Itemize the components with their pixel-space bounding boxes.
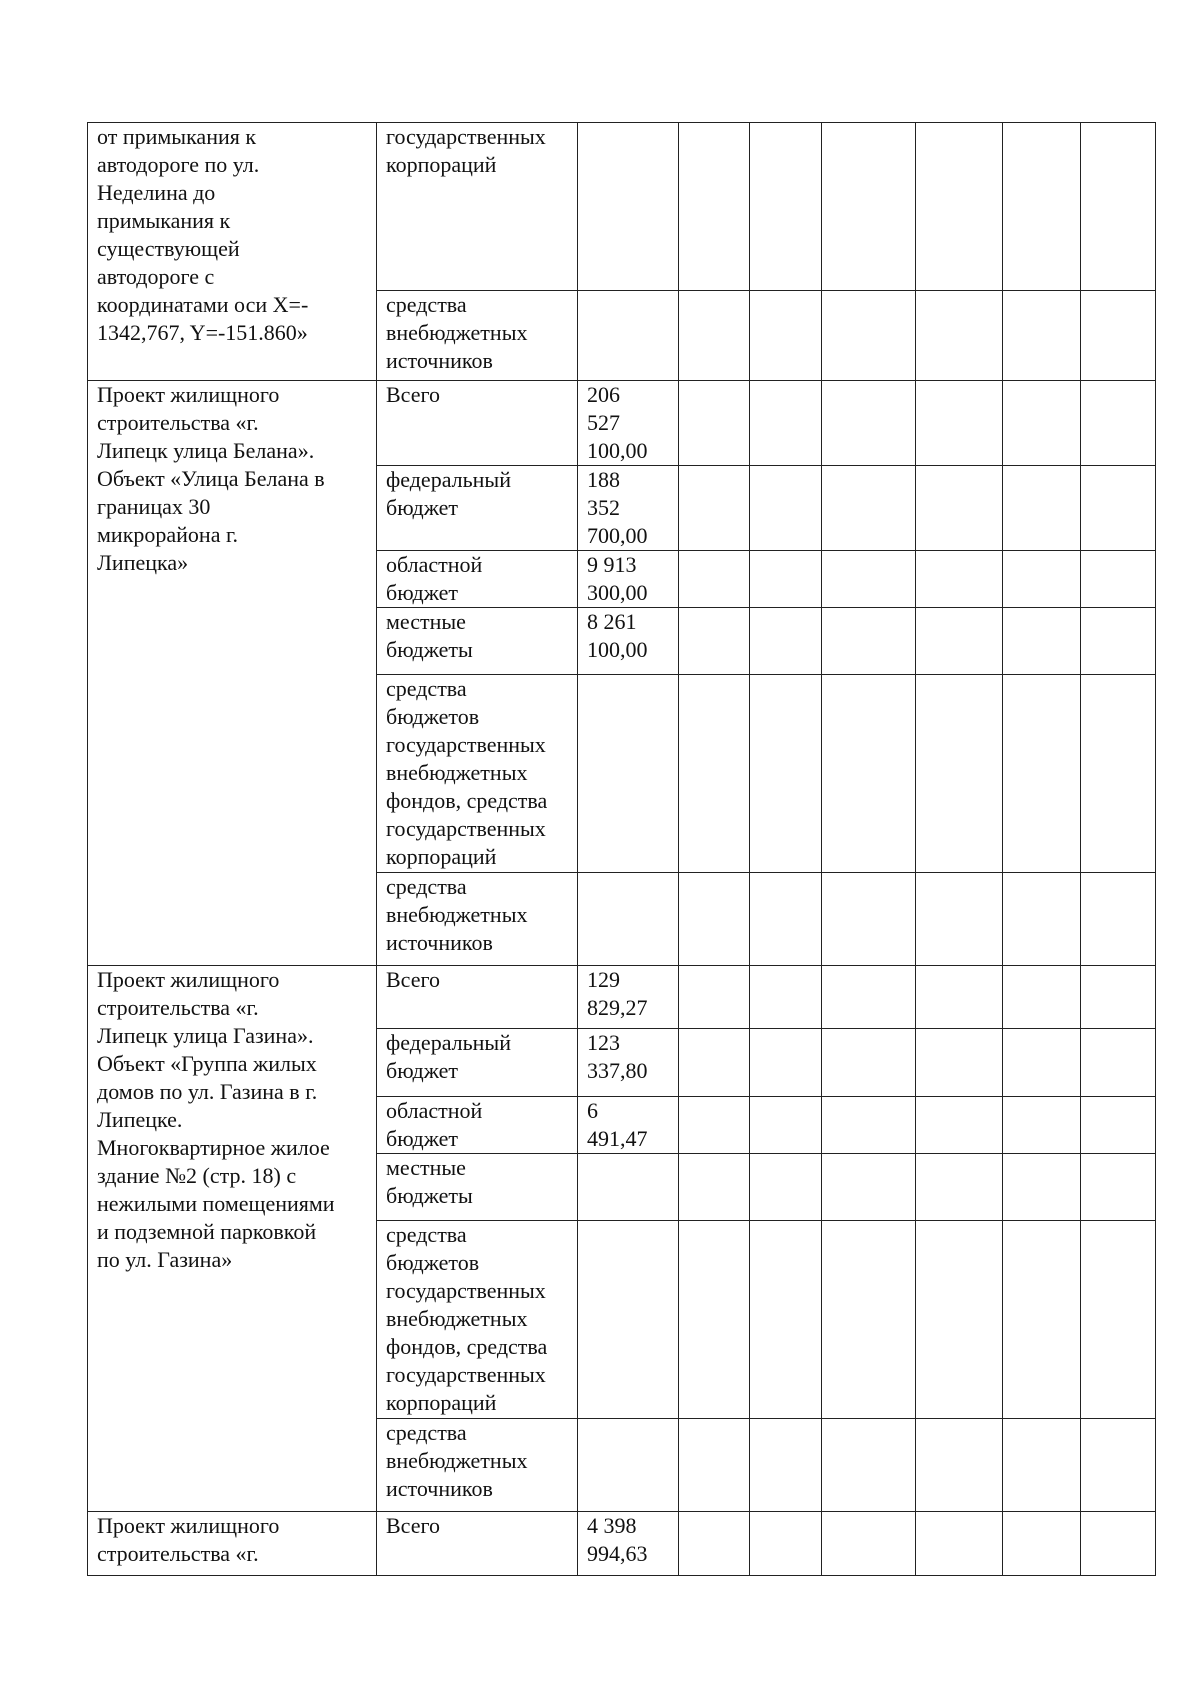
empty-cell bbox=[1081, 1097, 1156, 1154]
empty-cell bbox=[1081, 1154, 1156, 1221]
empty-cell bbox=[679, 1512, 750, 1576]
empty-cell bbox=[916, 1097, 1003, 1154]
empty-cell bbox=[1003, 1097, 1081, 1154]
empty-cell bbox=[822, 1097, 916, 1154]
empty-cell bbox=[916, 1221, 1003, 1419]
amount-cell: 4 398 994,63 bbox=[578, 1512, 679, 1576]
empty-cell bbox=[916, 873, 1003, 966]
empty-cell bbox=[822, 1512, 916, 1576]
amount-cell bbox=[578, 1154, 679, 1221]
empty-cell bbox=[679, 291, 750, 381]
table-row bbox=[88, 1512, 1156, 1576]
empty-cell bbox=[1081, 966, 1156, 1029]
funding-source-cell: Всего bbox=[377, 381, 578, 466]
empty-cell bbox=[822, 1029, 916, 1097]
table-body bbox=[88, 123, 1156, 1576]
empty-cell bbox=[1081, 1419, 1156, 1512]
empty-cell bbox=[916, 466, 1003, 551]
empty-cell bbox=[750, 291, 822, 381]
empty-cell bbox=[750, 466, 822, 551]
project-name-cell: Проект жилищного строительства «г. bbox=[88, 1512, 377, 1576]
empty-cell bbox=[750, 1097, 822, 1154]
empty-cell bbox=[916, 551, 1003, 608]
empty-cell bbox=[822, 966, 916, 1029]
empty-cell bbox=[750, 1419, 822, 1512]
empty-cell bbox=[822, 381, 916, 466]
amount-cell bbox=[578, 873, 679, 966]
empty-cell bbox=[822, 551, 916, 608]
funding-source-cell: местные бюджеты bbox=[377, 608, 578, 675]
funding-source-cell: областной бюджет bbox=[377, 551, 578, 608]
funding-source-cell: Всего bbox=[377, 966, 578, 1029]
project-name-cell: Проект жилищного строительства «г. Липецк улица Белана». Объект «Улица Белана в границах 30 микрорайона г. Липецка» bbox=[88, 381, 377, 966]
empty-cell bbox=[1081, 381, 1156, 466]
amount-cell bbox=[578, 291, 679, 381]
funding-source-cell: областной бюджет bbox=[377, 1097, 578, 1154]
empty-cell bbox=[679, 466, 750, 551]
empty-cell bbox=[679, 675, 750, 873]
empty-cell bbox=[750, 123, 822, 291]
funding-source-cell: средства внебюджетных источников bbox=[377, 1419, 578, 1512]
empty-cell bbox=[1003, 675, 1081, 873]
empty-cell bbox=[822, 123, 916, 291]
amount-cell bbox=[578, 1221, 679, 1419]
empty-cell bbox=[1003, 1154, 1081, 1221]
empty-cell bbox=[679, 1221, 750, 1419]
empty-cell bbox=[1081, 1512, 1156, 1576]
empty-cell bbox=[679, 608, 750, 675]
empty-cell bbox=[679, 873, 750, 966]
empty-cell bbox=[1081, 608, 1156, 675]
empty-cell bbox=[916, 675, 1003, 873]
empty-cell bbox=[1081, 551, 1156, 608]
amount-cell: 188 352 700,00 bbox=[578, 466, 679, 551]
empty-cell bbox=[1003, 1221, 1081, 1419]
amount-cell: 8 261 100,00 bbox=[578, 608, 679, 675]
empty-cell bbox=[916, 123, 1003, 291]
empty-cell bbox=[1081, 466, 1156, 551]
empty-cell bbox=[750, 381, 822, 466]
empty-cell bbox=[750, 608, 822, 675]
empty-cell bbox=[916, 608, 1003, 675]
empty-cell bbox=[822, 873, 916, 966]
project-name-cell: Проект жилищного строительства «г. Липецк улица Газина». Объект «Группа жилых домов по ул. Газина в г. Липецке. Многоквартирное жилое здание №2 (стр. 18) с нежилыми помещениями и подземной парковкой по ул. Газина» bbox=[88, 966, 377, 1512]
empty-cell bbox=[679, 1419, 750, 1512]
empty-cell bbox=[916, 966, 1003, 1029]
empty-cell bbox=[750, 1512, 822, 1576]
empty-cell bbox=[916, 1029, 1003, 1097]
amount-cell bbox=[578, 123, 679, 291]
amount-cell: 123 337,80 bbox=[578, 1029, 679, 1097]
empty-cell bbox=[916, 291, 1003, 381]
empty-cell bbox=[1003, 123, 1081, 291]
empty-cell bbox=[916, 1512, 1003, 1576]
project-name-cell: от примыкания к автодороге по ул. Неделина до примыкания к существующей автодороге с координатами оси X=- 1342,767, Y=-151.860» bbox=[88, 123, 377, 381]
funding-source-cell: средства внебюджетных источников bbox=[377, 291, 578, 381]
empty-cell bbox=[750, 1029, 822, 1097]
empty-cell bbox=[679, 1097, 750, 1154]
funding-source-cell: федеральный бюджет bbox=[377, 466, 578, 551]
empty-cell bbox=[679, 551, 750, 608]
empty-cell bbox=[750, 551, 822, 608]
empty-cell bbox=[1003, 1419, 1081, 1512]
empty-cell bbox=[822, 1419, 916, 1512]
funding-source-cell: Всего bbox=[377, 1512, 578, 1576]
empty-cell bbox=[822, 675, 916, 873]
funding-source-cell: средства бюджетов государственных внебюджетных фондов, средства государственных корпораций bbox=[377, 1221, 578, 1419]
table-row bbox=[88, 123, 1156, 291]
empty-cell bbox=[750, 1221, 822, 1419]
amount-cell: 9 913 300,00 bbox=[578, 551, 679, 608]
empty-cell bbox=[1081, 291, 1156, 381]
table-row bbox=[88, 381, 1156, 466]
funding-source-cell: местные бюджеты bbox=[377, 1154, 578, 1221]
table-row bbox=[88, 966, 1156, 1029]
empty-cell bbox=[916, 381, 1003, 466]
amount-cell bbox=[578, 1419, 679, 1512]
empty-cell bbox=[1003, 1029, 1081, 1097]
empty-cell bbox=[679, 381, 750, 466]
funding-source-cell: федеральный бюджет bbox=[377, 1029, 578, 1097]
financing-table bbox=[87, 122, 1156, 1576]
empty-cell bbox=[1003, 1512, 1081, 1576]
empty-cell bbox=[916, 1419, 1003, 1512]
empty-cell bbox=[1081, 1221, 1156, 1419]
empty-cell bbox=[1003, 608, 1081, 675]
empty-cell bbox=[750, 873, 822, 966]
empty-cell bbox=[916, 1154, 1003, 1221]
empty-cell bbox=[1003, 466, 1081, 551]
amount-cell bbox=[578, 675, 679, 873]
empty-cell bbox=[750, 966, 822, 1029]
empty-cell bbox=[750, 675, 822, 873]
empty-cell bbox=[679, 966, 750, 1029]
empty-cell bbox=[1003, 966, 1081, 1029]
empty-cell bbox=[1081, 123, 1156, 291]
empty-cell bbox=[822, 1221, 916, 1419]
empty-cell bbox=[679, 123, 750, 291]
empty-cell bbox=[822, 291, 916, 381]
amount-cell: 129 829,27 bbox=[578, 966, 679, 1029]
empty-cell bbox=[1081, 873, 1156, 966]
empty-cell bbox=[679, 1154, 750, 1221]
empty-cell bbox=[679, 1029, 750, 1097]
amount-cell: 206 527 100,00 bbox=[578, 381, 679, 466]
funding-source-cell: государственных корпораций bbox=[377, 123, 578, 291]
funding-source-cell: средства внебюджетных источников bbox=[377, 873, 578, 966]
empty-cell bbox=[1081, 1029, 1156, 1097]
empty-cell bbox=[1003, 551, 1081, 608]
empty-cell bbox=[1003, 291, 1081, 381]
funding-source-cell: средства бюджетов государственных внебюджетных фондов, средства государственных корпораций bbox=[377, 675, 578, 873]
empty-cell bbox=[1003, 873, 1081, 966]
empty-cell bbox=[1081, 675, 1156, 873]
empty-cell bbox=[822, 466, 916, 551]
empty-cell bbox=[750, 1154, 822, 1221]
empty-cell bbox=[822, 1154, 916, 1221]
empty-cell bbox=[822, 608, 916, 675]
amount-cell: 6 491,47 bbox=[578, 1097, 679, 1154]
empty-cell bbox=[1003, 381, 1081, 466]
